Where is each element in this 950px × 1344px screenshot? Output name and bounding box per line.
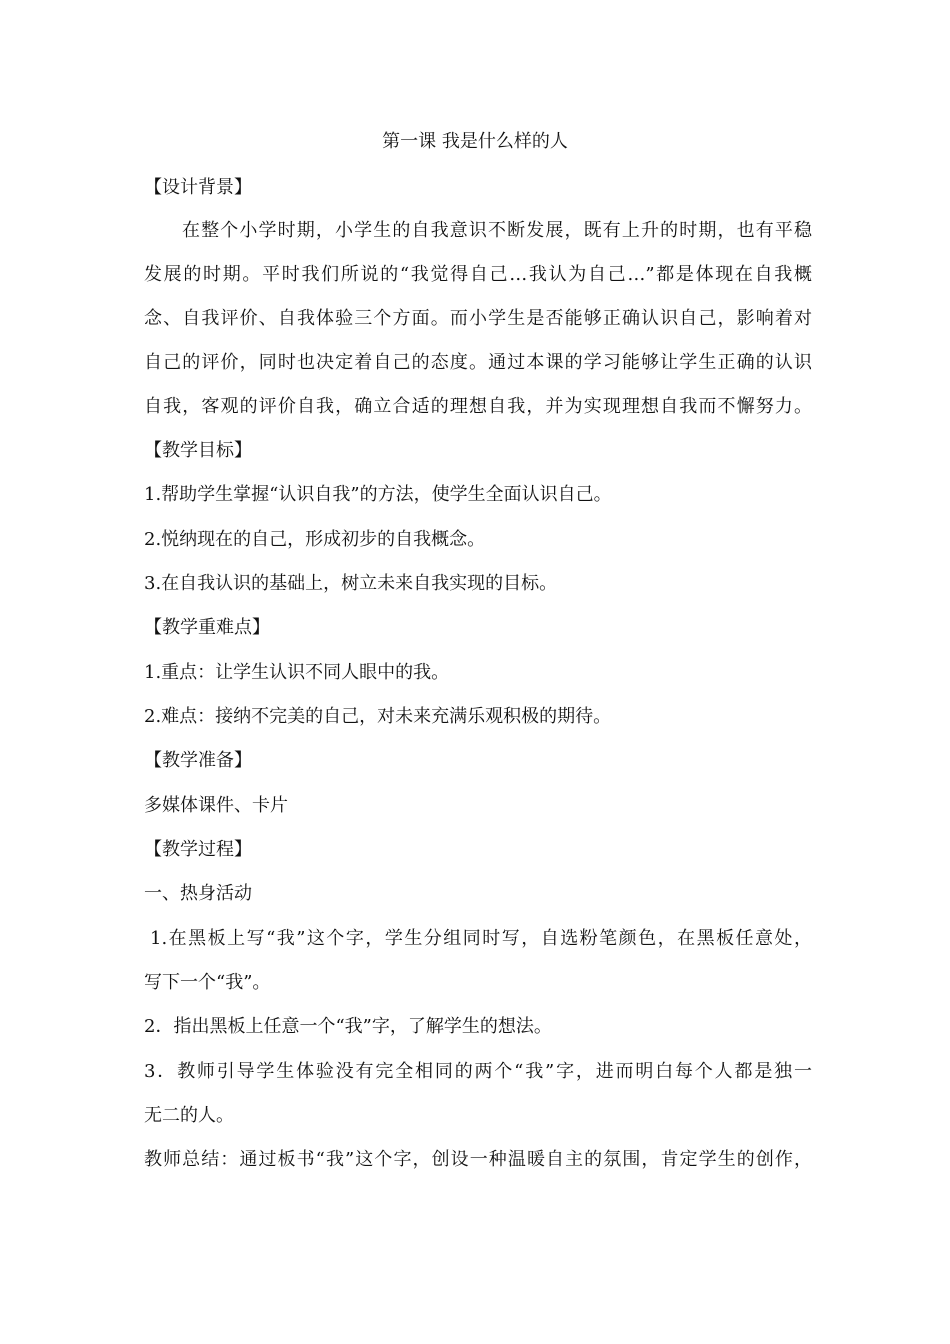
process-line: 1.在黑板上写“我”这个字，学生分组同时写，自选粉笔颜色，在黑板任意处，	[150, 928, 812, 949]
goal-item: 2.悦纳现在的自己，形成初步的自我概念。	[144, 529, 486, 550]
process-line: 2．指出黑板上任意一个“我”字，了解学生的想法。	[144, 1016, 552, 1037]
section-heading-goals: 【教学目标】	[144, 440, 252, 461]
process-subheading: 一、热身活动	[144, 883, 252, 904]
process-line: 3．教师引导学生体验没有完全相同的两个“我”字，进而明白每个人都是独一	[144, 1061, 812, 1082]
key-point-item: 2.难点：接纳不完美的自己，对未来充满乐观积极的期待。	[144, 706, 612, 727]
paragraph-line: 发展的时期。平时我们所说的“我觉得自己…我认为自己…”都是体现在自我概	[144, 264, 812, 285]
goal-item: 1.帮助学生掌握“认识自我”的方法，使学生全面认识自己。	[144, 484, 612, 505]
section-heading-preparation: 【教学准备】	[144, 750, 252, 771]
page-title: 第一课 我是什么样的人	[382, 131, 568, 152]
section-heading-background: 【设计背景】	[144, 177, 252, 198]
paragraph-line: 自己的评价，同时也决定着自己的态度。通过本课的学习能够让学生正确的认识	[144, 352, 812, 373]
paragraph-line: 念、自我评价、自我体验三个方面。而小学生是否能够正确认识自己，影响着对	[144, 308, 812, 329]
paragraph-line: 在整个小学时期，小学生的自我意识不断发展，既有上升的时期，也有平稳	[182, 220, 812, 241]
paragraph-line: 自我，客观的评价自我，确立合适的理想自我，并为实现理想自我而不懈努力。	[144, 396, 812, 417]
process-line: 无二的人。	[144, 1105, 234, 1126]
section-heading-key-points: 【教学重难点】	[144, 617, 270, 638]
preparation-text: 多媒体课件、卡片	[144, 795, 288, 816]
process-line: 教师总结：通过板书“我”这个字，创设一种温暖自主的氛围，肯定学生的创作，	[144, 1149, 812, 1170]
goal-item: 3.在自我认识的基础上，树立未来自我实现的目标。	[144, 573, 558, 594]
key-point-item: 1.重点：让学生认识不同人眼中的我。	[144, 662, 450, 683]
process-line: 写下一个“我”。	[144, 972, 271, 993]
section-heading-process: 【教学过程】	[144, 839, 252, 860]
